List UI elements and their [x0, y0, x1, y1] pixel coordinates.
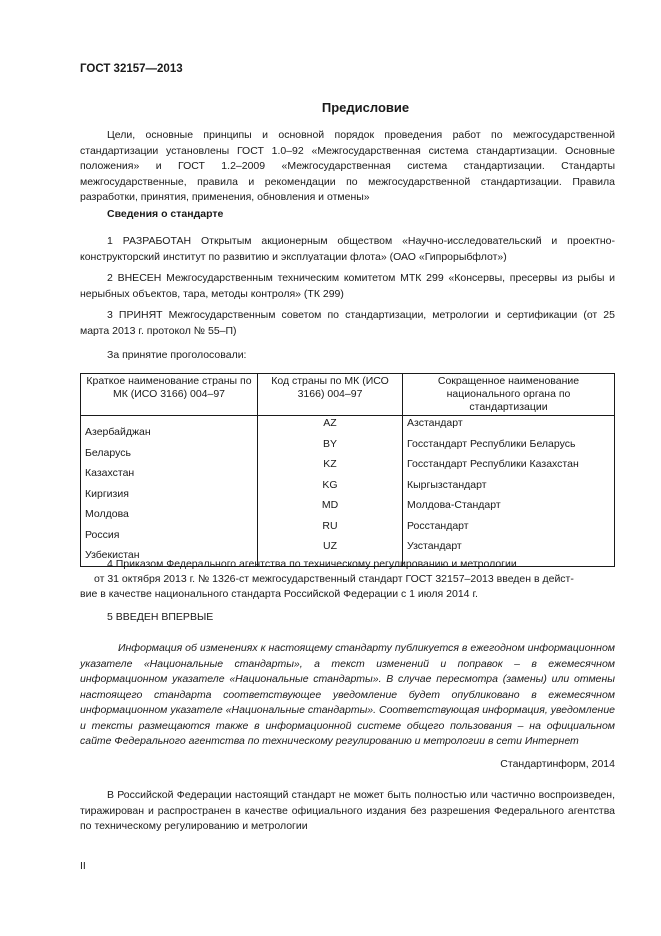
- standards-body: Госстандарт Республики Беларусь: [407, 437, 576, 450]
- table-body-row: [81, 416, 615, 567]
- item-order-line1: 4 Приказом Федерального агентства по техническому регулированию и метрологии: [107, 558, 517, 570]
- document-number: ГОСТ 32157—2013: [80, 63, 183, 75]
- country-name: Россия: [85, 528, 120, 541]
- intro-paragraph: Цели, основные принципы и основной порядок проведения работ по межгосударственной стандартизации установлены ГОСТ 1.0–92 «Межгосударственная система стандартизации. Основные положения» и ГОСТ 1.2–2009 «Межгосударственная система стандартизации. Стандарты межгосударственные, правила и рекомендации по межгосударственной стандартизации. Правила разработки, принятия, применения, обновления и отмены»: [80, 129, 615, 203]
- standards-body: Узстандарт: [407, 540, 462, 552]
- country-code: BY: [322, 437, 337, 450]
- header-country-name: Краткое наименование страны по МК (ИСО 3166) 004–97: [81, 374, 258, 416]
- country-list: [81, 416, 258, 567]
- standards-body: Росстандарт: [407, 519, 469, 532]
- country-name: Казахстан: [85, 467, 135, 479]
- item-order-line3: вие в качестве национального стандарта Российской Федерации с 1 июля 2014 г.: [80, 588, 478, 600]
- country-code: RU: [322, 519, 338, 532]
- header-country-code: Код страны по МК (ИСО 3166) 004–97: [258, 374, 403, 416]
- item-order-line2: от 31 октября 2013 г. № 1326-ст межгосударственный стандарт ГОСТ 32157–2013 введен в дейст-: [94, 573, 574, 585]
- header-standards-body: Сокращенное наименование национального органа по стандартизации: [403, 374, 615, 416]
- publisher: Стандартинформ, 2014: [500, 758, 615, 770]
- item-first-introduced: 5 ВВЕДЕН ВПЕРВЫЕ: [107, 611, 214, 623]
- country-code: KG: [322, 478, 338, 491]
- item-adopted: 3 ПРИНЯТ Межгосударственным советом по стандартизации, метрологии и сертификации (от 25 марта 2013 г. протокол № 55–П): [80, 309, 615, 337]
- standards-body: Азстандарт: [407, 417, 463, 429]
- country-name: Узбекистан: [85, 549, 140, 561]
- country-name: Молдова: [85, 508, 129, 520]
- country-code-list: [258, 416, 403, 567]
- standards-body: Госстандарт Республики Казахстан: [407, 458, 579, 470]
- page-number: II: [80, 860, 86, 872]
- copyright-notice: В Российской Федерации настоящий стандарт не может быть полностью или частично воспроизведен, тиражирован и распространен в качестве официального издания без разрешения Федерального агентства по техническому регулированию и метрологии: [80, 789, 615, 832]
- country-code: MD: [321, 499, 339, 511]
- country-name: Киргизия: [85, 487, 129, 500]
- table-header-row: [81, 374, 615, 416]
- country-code: UZ: [323, 540, 337, 552]
- voted-label: За принятие проголосовали:: [107, 349, 247, 361]
- item-developed: 1 РАЗРАБОТАН Открытым акционерным обществом «Научно-исследовательский и проектно-конструкторский институт по развитию и эксплуатации флота» (ОАО «Гипрорыбфлот»): [80, 235, 615, 263]
- standards-body-list: [403, 416, 615, 567]
- country-name: Азербайджан: [85, 426, 151, 438]
- country-code: AZ: [323, 417, 337, 429]
- standard-info-heading: Сведения о стандарте: [107, 208, 224, 220]
- section-title: Предисловие: [321, 100, 410, 115]
- changes-notice: Информация об изменениях к настоящему стандарту публикуется в ежегодном информационном указателе «Национальные стандарты», а текст изменений и поправок – в ежемесячном информационном указателе «Национальные стандарты». В случае пересмотра (замены) или отмены настоящего стандарта соответствующее уведомление будет опубликовано в ежемесячном информационном указателе «Национальные стандарты». Соответствующая информация, уведомление и тексты размещаются также в информационной системе общего пользования – на официальном сайте Федерального агентства по техническому регулированию и метрологии в сети Интернет: [80, 642, 615, 747]
- standards-body: Кыргызстандарт: [407, 478, 487, 491]
- country-name: Беларусь: [85, 446, 131, 459]
- item-submitted: 2 ВНЕСЕН Межгосударственным техническим комитетом МТК 299 «Консервы, пресервы из рыбы и нерыбных объектов, тара, методы контроля» (ТК 299): [80, 272, 615, 300]
- country-code: KZ: [323, 458, 337, 470]
- standards-body: Молдова-Стандарт: [407, 499, 501, 511]
- voting-table: [80, 373, 615, 567]
